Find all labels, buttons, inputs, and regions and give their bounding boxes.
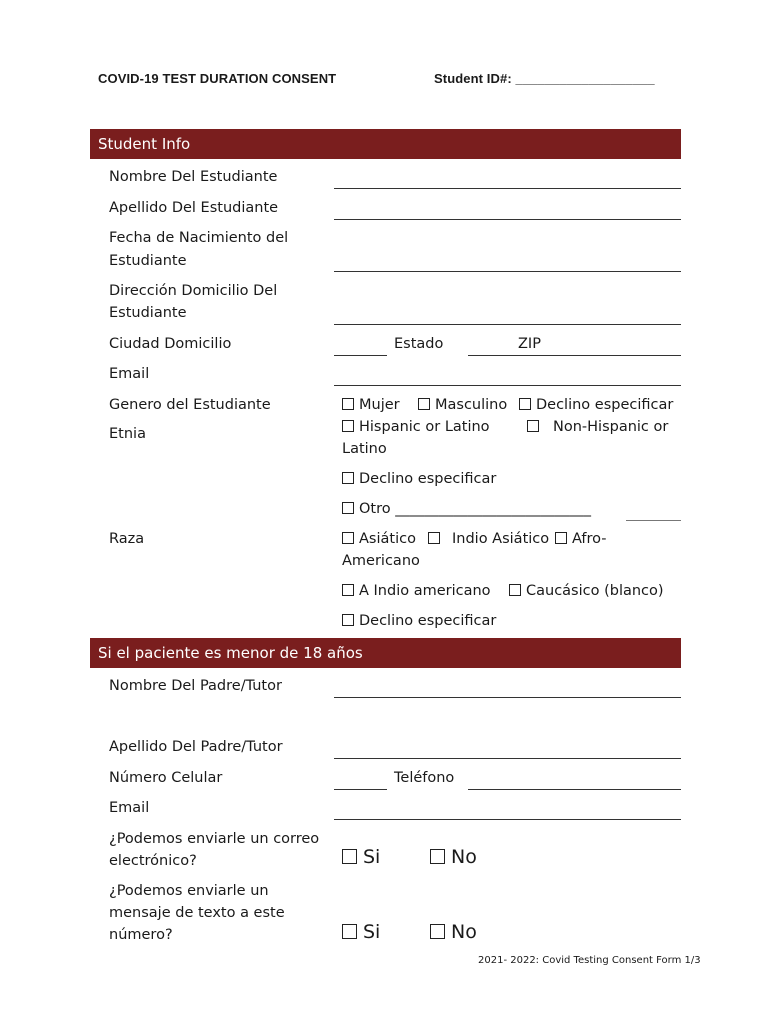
text-consent-question-line3: número?: [109, 927, 173, 943]
zip-input[interactable]: [468, 355, 681, 356]
zip-label: ZIP: [516, 333, 543, 355]
state-label: Estado: [394, 336, 444, 352]
student-dob-label-line1: Fecha de Nacimiento del: [109, 230, 289, 246]
race-option-american-indian[interactable]: A Indio americano: [342, 580, 491, 602]
race-option-asian[interactable]: Asiático: [342, 528, 416, 550]
race-option-decline[interactable]: Declino especificar: [342, 610, 496, 632]
race-option-indian-asian[interactable]: Indio Asiático: [428, 528, 549, 550]
ethnicity-option-decline[interactable]: Declino especificar: [342, 468, 496, 490]
student-last-name-label: Apellido Del Estudiante: [109, 200, 279, 216]
gender-label: Genero del Estudiante: [109, 397, 271, 413]
email-consent-question-line1: ¿Podemos enviarle un correo: [109, 831, 320, 847]
race-option-afro-american[interactable]: Afro-: [555, 528, 607, 550]
checkbox-icon[interactable]: [342, 584, 354, 596]
cell-phone-input[interactable]: [334, 789, 387, 790]
form-title: COVID-19 TEST DURATION CONSENT: [98, 71, 337, 86]
email-consent-question-line2: electrónico?: [109, 853, 197, 869]
student-last-name-input[interactable]: [334, 219, 681, 220]
checkbox-icon[interactable]: [342, 532, 354, 544]
checkbox-icon[interactable]: [342, 614, 354, 626]
student-email-label: Email: [109, 366, 150, 382]
ethnicity-option-non-hispanic-cont: Latino: [342, 441, 387, 457]
student-first-name-label: Nombre Del Estudiante: [109, 169, 278, 185]
text-consent-yes[interactable]: Si: [342, 921, 380, 943]
ethnicity-label: Etnia: [109, 426, 146, 442]
checkbox-icon[interactable]: [519, 398, 531, 410]
student-id-field[interactable]: Student ID#: ___________________: [434, 71, 655, 86]
checkbox-icon[interactable]: [430, 924, 445, 939]
city-label: Ciudad Domicilio: [109, 336, 232, 352]
checkbox-icon[interactable]: [342, 420, 354, 432]
checkbox-icon[interactable]: [342, 502, 354, 514]
guardian-last-name-label: Apellido Del Padre/Tutor: [109, 739, 283, 755]
text-consent-question-line1: ¿Podemos enviarle un: [109, 883, 269, 899]
checkbox-icon[interactable]: [342, 472, 354, 484]
checkbox-icon[interactable]: [430, 849, 445, 864]
guardian-first-name-label: Nombre Del Padre/Tutor: [109, 678, 282, 694]
email-consent-no[interactable]: No: [430, 846, 477, 868]
section-header-student-info: Student Info: [90, 129, 681, 159]
ethnicity-option-hispanic[interactable]: Hispanic or Latino: [342, 416, 490, 438]
checkbox-icon[interactable]: [509, 584, 521, 596]
checkbox-icon[interactable]: [342, 924, 357, 939]
checkbox-icon[interactable]: [555, 532, 567, 544]
race-label: Raza: [109, 531, 145, 547]
checkbox-icon[interactable]: [418, 398, 430, 410]
phone-label: Teléfono: [394, 770, 455, 786]
student-email-input[interactable]: [334, 385, 681, 386]
student-address-label-line1: Dirección Domicilio Del: [109, 283, 278, 299]
checkbox-icon[interactable]: [342, 398, 354, 410]
text-consent-question-line2: mensaje de texto a este: [109, 905, 285, 921]
student-first-name-input[interactable]: [334, 188, 681, 189]
guardian-first-name-input[interactable]: [334, 697, 681, 698]
gender-option-female[interactable]: Mujer: [342, 394, 400, 416]
guardian-email-label: Email: [109, 800, 150, 816]
student-address-input[interactable]: [334, 324, 681, 325]
gender-option-decline[interactable]: Declino especificar: [519, 394, 673, 416]
gender-option-male[interactable]: Masculino: [418, 394, 507, 416]
ethnicity-option-non-hispanic[interactable]: Non-Hispanic or: [527, 416, 668, 438]
email-consent-yes[interactable]: Si: [342, 846, 380, 868]
divider: [626, 520, 681, 521]
checkbox-icon[interactable]: [527, 420, 539, 432]
student-dob-input[interactable]: [334, 271, 681, 272]
guardian-email-input[interactable]: [334, 819, 681, 820]
student-address-label-line2: Estudiante: [109, 305, 187, 321]
race-option-afro-american-cont: Americano: [342, 553, 420, 569]
phone-input[interactable]: [468, 789, 681, 790]
checkbox-icon[interactable]: [428, 532, 440, 544]
checkbox-icon[interactable]: [342, 849, 357, 864]
student-dob-label-line2: Estudiante: [109, 253, 187, 269]
cell-phone-label: Número Celular: [109, 770, 223, 786]
city-input[interactable]: [334, 355, 387, 356]
text-consent-no[interactable]: No: [430, 921, 477, 943]
race-option-caucasian[interactable]: Caucásico (blanco): [509, 580, 664, 602]
section-header-minor: Si el paciente es menor de 18 años: [90, 638, 681, 668]
page-footer: 2021- 2022: Covid Testing Consent Form 1/3: [478, 955, 701, 966]
ethnicity-option-other[interactable]: Otro ___________________________: [342, 498, 591, 520]
guardian-last-name-input[interactable]: [334, 758, 681, 759]
